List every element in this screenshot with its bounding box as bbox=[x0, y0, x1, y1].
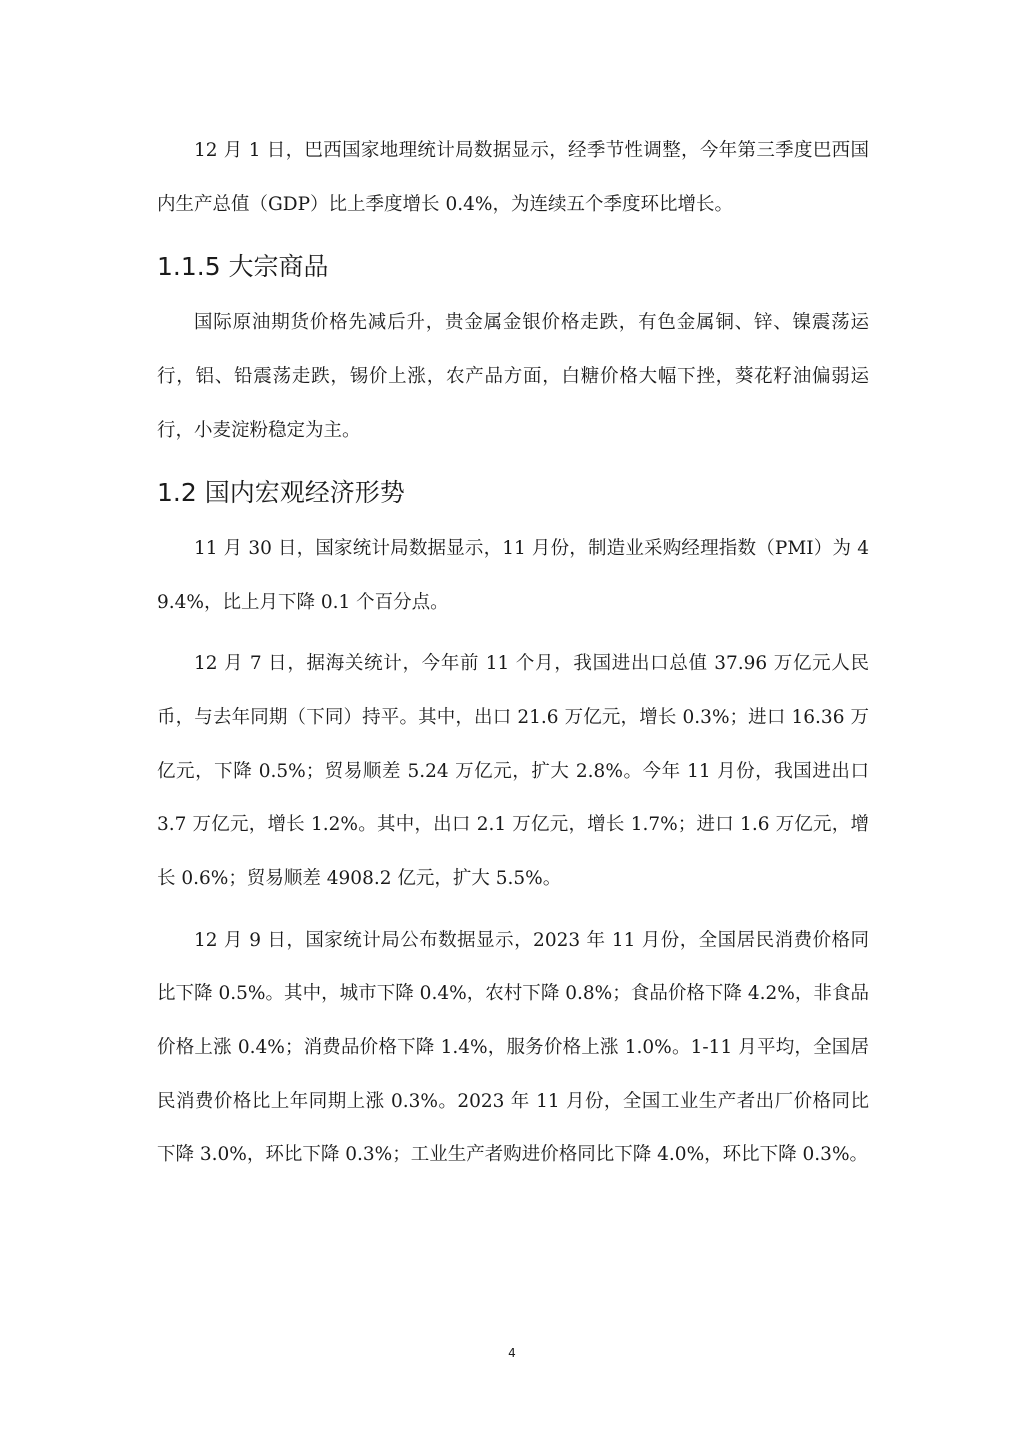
paragraph-customs-trade: 12 月 7 日，据海关统计，今年前 11 个月，我国进出口总值 37.96 万亿元人民币，与去年同期（下同）持平。其中，出口 21.6 万亿元，增长 0.3%；进口 16.36 万亿元，下降 0.5%；贸易顺差 5.24 万亿元，扩大 2.8%。今年 11 月份，我国进出口 3.7 万亿元，增长 1.2%。其中，出口 2.1 万亿元，增长 1.7%；进口 1.6 万亿元，增长 0.6%；贸易顺差 4908.2 亿元，扩大 5.5%。 bbox=[157, 653, 869, 890]
paragraph-cpi-ppi: 12 月 9 日，国家统计局公布数据显示，2023 年 11 月份，全国居民消费价格同比下降 0.5%。其中，城市下降 0.4%，农村下降 0.8%；食品价格下降 4.2%，非食品价格上涨 0.4%；消费品价格下降 1.4%，服务价格上涨 1.0%。1-11 月平均，全国居民消费价格比上年同期上涨 0.3%。2023 年 11 月份，全国工业生产者出厂价格同比下降 3.0%，环比下降 0.3%；工业生产者购进价格同比下降 4.0%，环比下降 0.3%。 bbox=[157, 929, 869, 1166]
paragraph-pmi: 11 月 30 日，国家统计局数据显示，11 月份，制造业采购经理指数（PMI）为 49.4%，比上月下降 0.1 个百分点。 bbox=[157, 538, 869, 613]
page-number: 4 bbox=[508, 1346, 516, 1360]
document-page bbox=[157, 124, 869, 1190]
section-heading-domestic-macro: 1.2 国内宏观经济形势 bbox=[157, 478, 405, 508]
section-heading-commodities: 1.1.5 大宗商品 bbox=[157, 252, 329, 282]
paragraph-brazil-gdp: 12 月 1 日，巴西国家地理统计局数据显示，经季节性调整，今年第三季度巴西国内生产总值（GDP）比上季度增长 0.4%，为连续五个季度环比增长。 bbox=[157, 140, 869, 215]
paragraph-commodities: 国际原油期货价格先减后升，贵金属金银价格走跌，有色金属铜、锌、镍震荡运行，铝、铅震荡走跌，锡价上涨，农产品方面，白糖价格大幅下挫，葵花籽油偏弱运行，小麦淀粉稳定为主。 bbox=[157, 312, 869, 441]
